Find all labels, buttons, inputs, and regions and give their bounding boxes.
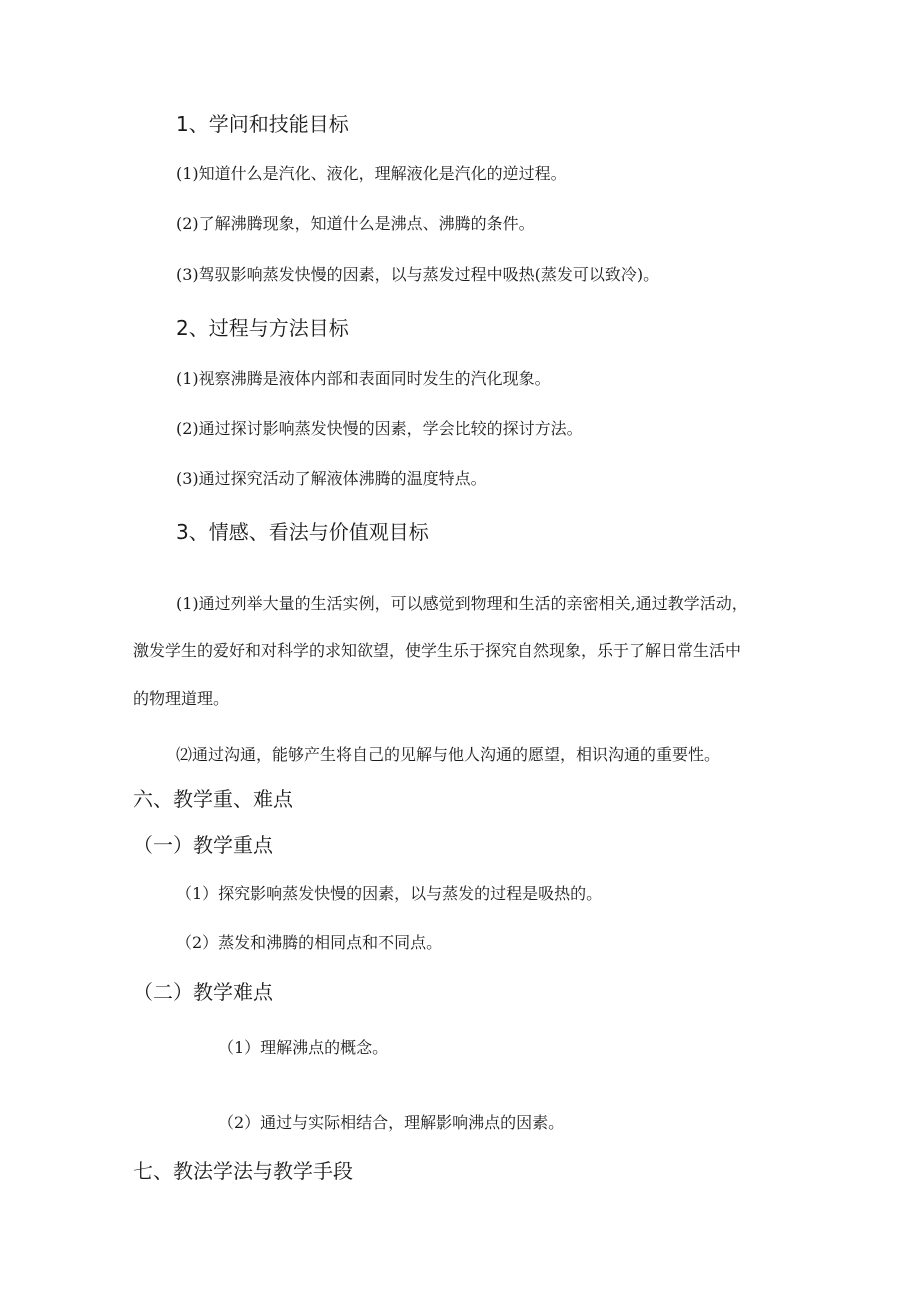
section-key-points-title: 六、教学重、难点 [133, 787, 293, 811]
difficulty-title: （二）教学难点 [133, 980, 273, 1004]
focus-item-2: （2）蒸发和沸腾的相同点和不同点。 [176, 933, 443, 952]
knowledge-item-1: (1)知道什么是汽化、液化，理解液化是汽化的逆过程。 [176, 164, 567, 183]
emotion-para1-line1: (1)通过列举大量的生活实例，可以感觉到物理和生活的亲密相关,通过教学活动， [176, 594, 748, 613]
focus-item-1: （1）探究影响蒸发快慢的因素，以与蒸发的过程是吸热的。 [176, 884, 603, 903]
emotion-para2: ⑵通过沟通，能够产生将自己的见解与他人沟通的愿望，相识沟通的重要性。 [176, 745, 721, 764]
difficulty-item-1: （1）理解沸点的概念。 [218, 1038, 389, 1057]
knowledge-item-3: (3)驾驭影响蒸发快慢的因素，以与蒸发过程中吸热(蒸发可以致冷)。 [176, 265, 660, 284]
process-item-3: (3)通过探究活动了解液体沸腾的温度特点。 [176, 469, 487, 488]
focus-title: （一）教学重点 [133, 833, 273, 857]
section-knowledge-title: 1、学问和技能目标 [176, 112, 349, 136]
section-methods-title: 七、教法学法与教学手段 [133, 1159, 353, 1183]
emotion-para1-line2: 激发学生的爱好和对科学的求知欲望，使学生乐于探究自然现象，乐于了解日常生活中 [133, 641, 742, 660]
knowledge-item-2: (2)了解沸腾现象，知道什么是沸点、沸腾的条件。 [176, 214, 535, 233]
section-emotion-title: 3、情感、看法与价值观目标 [176, 520, 429, 544]
process-item-2: (2)通过探讨影响蒸发快慢的因素，学会比较的探讨方法。 [176, 419, 583, 438]
process-item-1: (1)视察沸腾是液体内部和表面同时发生的汽化现象。 [176, 369, 551, 388]
difficulty-item-2: （2）通过与实际相结合，理解影响沸点的因素。 [218, 1113, 565, 1132]
section-process-title: 2、过程与方法目标 [176, 316, 349, 340]
emotion-para1-line3: 的物理道理。 [133, 689, 230, 708]
